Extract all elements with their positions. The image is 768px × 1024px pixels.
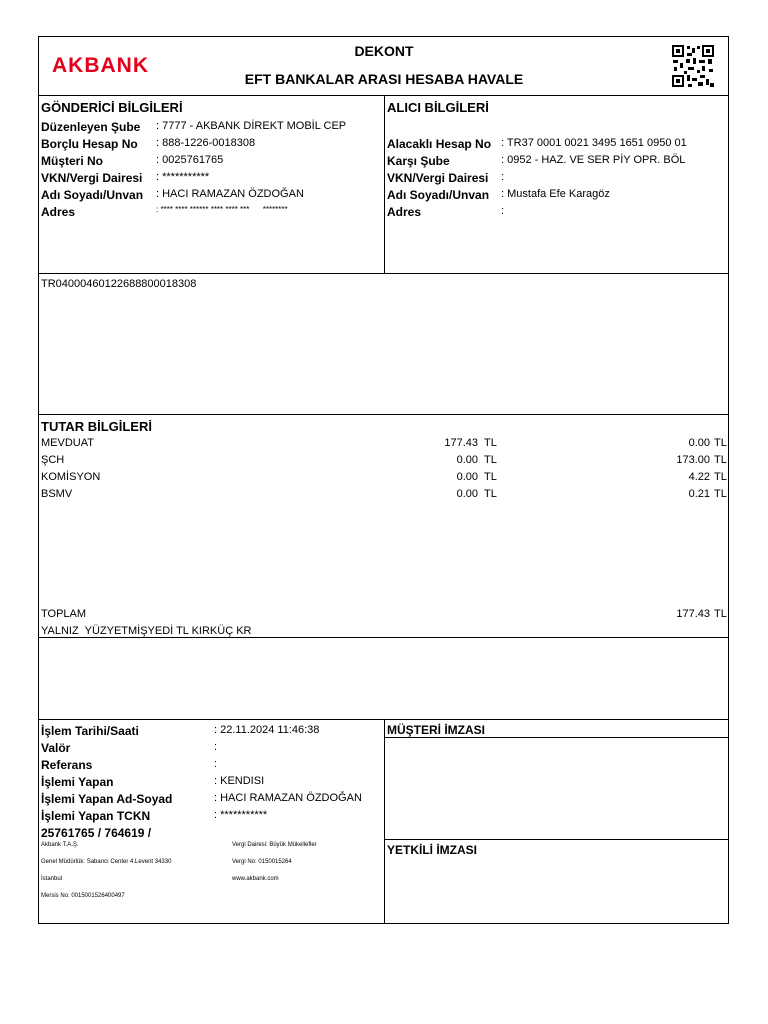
transaction-label: İşlemi Yapan Ad-Soyad [41, 792, 173, 806]
transaction-label: İşlemi Yapan [41, 775, 114, 789]
total-label: TOPLAM [41, 608, 87, 620]
qr-code-icon [672, 45, 714, 87]
footer-text: www.akbank.com [232, 876, 279, 882]
transaction-extra: 25761765 / 764619 / [41, 826, 152, 840]
amount-label: BSMV [41, 488, 73, 500]
sender-value: : 888-1226-0018308 [156, 137, 256, 149]
amount-value: 173.00 [676, 454, 710, 466]
transaction-label: İşlemi Yapan TCKN [41, 809, 151, 823]
transaction-value: : *********** [214, 809, 268, 821]
sender-heading: GÖNDERİCİ BİLGİLERİ [41, 100, 183, 115]
sender-value: : HACI RAMAZAN ÖZDOĞAN [156, 188, 304, 200]
transaction-value: : 22.11.2024 11:46:38 [214, 724, 320, 736]
receiver-value: : Mustafa Efe Karagöz [501, 188, 610, 200]
currency: TL [484, 471, 497, 483]
currency: TL [484, 454, 497, 466]
amount-value: 0.00 [456, 488, 478, 500]
divider [384, 95, 385, 274]
amount-label: KOMİSYON [41, 471, 101, 483]
currency: TL [484, 437, 497, 449]
currency: TL [714, 471, 727, 483]
akbank-logo: AKBANK [52, 54, 149, 77]
footer-text: İstanbul [41, 876, 63, 882]
divider [38, 637, 729, 638]
document-subtitle: EFT BANKALAR ARASI HESABA HAVALE [244, 71, 524, 87]
receiver-value: : [501, 171, 505, 183]
currency: TL [484, 488, 497, 500]
amount-value: 0.21 [688, 488, 710, 500]
receiver-label: VKN/Vergi Dairesi [387, 171, 489, 185]
amount-value: 4.22 [688, 471, 710, 483]
sender-label: Adı Soyadı/Unvan [41, 188, 144, 202]
receiver-value: : TR37 0001 0021 3495 1651 0950 01 [501, 137, 687, 149]
sender-label: VKN/Vergi Dairesi [41, 171, 143, 185]
amount-value: 177.43 [444, 437, 478, 449]
currency: TL [714, 608, 727, 620]
transaction-label: Referans [41, 758, 93, 772]
sender-label: Düzenleyen Şube [41, 120, 141, 134]
amount-value: 0.00 [456, 454, 478, 466]
currency: TL [714, 437, 727, 449]
amount-value: 0.00 [688, 437, 710, 449]
customer-signature-label: MÜŞTERİ İMZASI [387, 723, 485, 737]
sender-value: : 0025761765 [156, 154, 224, 166]
footer-text: Akbank T.A.Ş. [41, 842, 79, 848]
footer-text: Genel Müdürlük: Sabancı Center 4.Levent 34330 [41, 859, 172, 865]
footer-text: Vergi No: 0150015264 [232, 859, 292, 865]
currency: TL [714, 488, 727, 500]
amounts-heading: TUTAR BİLGİLERİ [41, 419, 152, 434]
transaction-value: : KENDISI [214, 775, 265, 787]
sender-value: : **** **** ****** **** **** *** ******** [156, 205, 288, 214]
receiver-value: : [501, 205, 505, 217]
divider [38, 414, 729, 415]
sender-label: Müşteri No [41, 154, 104, 168]
footer-text: Vergi Dairesi: Büyük Mükellefler [232, 842, 317, 848]
divider [384, 719, 385, 924]
amount-label: MEVDUAT [41, 437, 94, 449]
total-value: 177.43 [676, 608, 710, 620]
transaction-value: : HACI RAMAZAN ÖZDOĞAN [214, 792, 362, 804]
amount-label: ŞCH [41, 454, 65, 466]
description-text: TR04000460122688800018308 [41, 278, 197, 290]
divider [384, 839, 729, 840]
divider [384, 737, 729, 738]
authorized-signature-label: YETKİLİ İMZASI [387, 843, 477, 857]
sender-value: : *********** [156, 171, 210, 183]
transaction-label: İşlem Tarihi/Saati [41, 724, 139, 738]
sender-label: Borçlu Hesap No [41, 137, 138, 151]
amount-value: 0.00 [456, 471, 478, 483]
receiver-label: Alacaklı Hesap No [387, 137, 492, 151]
document-title: DEKONT [354, 43, 414, 59]
sender-value: : 7777 - AKBANK DİREKT MOBİL CEP [156, 120, 347, 132]
receiver-value: : 0952 - HAZ. VE SER PİY OPR. BÖL [501, 154, 686, 166]
divider [38, 273, 729, 274]
receiver-label: Adı Soyadı/Unvan [387, 188, 490, 202]
receiver-label: Adres [387, 205, 422, 219]
receiver-heading: ALICI BİLGİLERİ [387, 100, 489, 115]
receiver-label: Karşı Şube [387, 154, 450, 168]
transaction-label: Valör [41, 741, 71, 755]
transaction-value: : [214, 741, 218, 753]
sender-label: Adres [41, 205, 76, 219]
currency: TL [714, 454, 727, 466]
transaction-value: : [214, 758, 218, 770]
amount-in-words: YALNIZ YÜZYETMİŞYEDİ TL KIRKÜÇ KR [41, 625, 252, 637]
footer-text: Mersis No: 0015001526400497 [41, 893, 125, 899]
